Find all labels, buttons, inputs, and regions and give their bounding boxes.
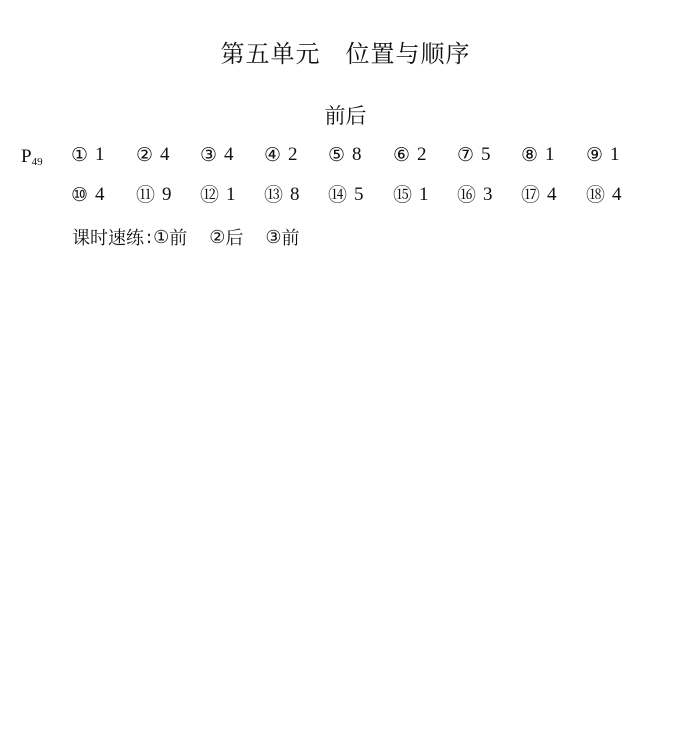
answer-value: 2 xyxy=(417,144,427,165)
answer-number: ⑧ xyxy=(521,144,539,166)
answer-value: 4 xyxy=(160,144,170,165)
answer-number: ⑮ xyxy=(393,184,413,206)
answer-value: 1 xyxy=(95,144,105,165)
answer-number: ⑤ xyxy=(328,144,346,166)
answer-item xyxy=(71,182,105,208)
answer-item xyxy=(264,182,300,208)
practice-answers xyxy=(72,224,300,250)
practice-value: 后 xyxy=(225,228,244,249)
answer-number: ⑥ xyxy=(393,144,411,166)
answer-number: ⑪ xyxy=(136,184,156,206)
answer-value: 1 xyxy=(419,184,429,205)
answer-value: 4 xyxy=(547,184,557,205)
answer-number: ⑩ xyxy=(71,184,89,206)
answer-row-2 xyxy=(0,182,691,208)
practice-number: ③ xyxy=(265,226,282,248)
answer-item xyxy=(521,142,555,168)
answer-item xyxy=(264,142,298,168)
answer-row-1 xyxy=(0,142,691,168)
answer-number: ⑨ xyxy=(586,144,604,166)
answer-number: ⑰ xyxy=(521,184,541,206)
answer-number: ③ xyxy=(200,144,218,166)
page-ref-number: 49 xyxy=(31,156,43,168)
practice-value: 前 xyxy=(281,228,300,249)
answer-item xyxy=(328,142,362,168)
practice-label: 课时速练 xyxy=(72,228,144,249)
answer-value: 1 xyxy=(610,144,620,165)
answer-item xyxy=(328,182,364,208)
answer-value: 9 xyxy=(162,184,172,205)
answer-number: ⑭ xyxy=(328,184,348,206)
answer-item xyxy=(136,182,172,208)
answer-number: ⑬ xyxy=(264,184,284,206)
answer-item xyxy=(393,142,427,168)
answer-number: ① xyxy=(71,144,89,166)
lesson-title: 前后 xyxy=(324,104,367,128)
practice-number: ② xyxy=(209,226,226,248)
page-ref-letter: P xyxy=(21,146,32,167)
answer-number: ⑯ xyxy=(457,184,477,206)
answer-item xyxy=(136,142,170,168)
answer-value: 3 xyxy=(483,184,493,205)
answer-value: 4 xyxy=(224,144,234,165)
answer-item xyxy=(200,142,234,168)
answer-item xyxy=(457,142,491,168)
answer-item xyxy=(521,182,557,208)
practice-item xyxy=(153,224,187,250)
answer-value: 2 xyxy=(288,144,298,165)
answer-value: 8 xyxy=(352,144,362,165)
practice-item xyxy=(265,224,299,250)
answer-value: 8 xyxy=(290,184,300,205)
practice-number: ① xyxy=(153,226,170,248)
answer-value: 1 xyxy=(545,144,555,165)
answer-number: ② xyxy=(136,144,154,166)
practice-colon: : xyxy=(146,226,153,248)
answer-number: ⑱ xyxy=(586,184,606,206)
answer-number: ④ xyxy=(264,144,282,166)
answer-value: 5 xyxy=(354,184,364,205)
answer-value: 4 xyxy=(95,184,105,205)
answer-item xyxy=(586,182,622,208)
answer-value: 1 xyxy=(226,184,236,205)
answer-item xyxy=(586,142,620,168)
answer-number: ⑫ xyxy=(200,184,220,206)
practice-item xyxy=(209,224,243,250)
answer-value: 4 xyxy=(612,184,622,205)
unit-title: 第五单元 位置与顺序 xyxy=(220,40,471,68)
answer-item xyxy=(457,182,493,208)
answer-item xyxy=(71,142,105,168)
answer-item xyxy=(200,182,236,208)
practice-value: 前 xyxy=(169,228,188,249)
answer-number: ⑦ xyxy=(457,144,475,166)
answer-item xyxy=(393,182,429,208)
answer-value: 5 xyxy=(481,144,491,165)
